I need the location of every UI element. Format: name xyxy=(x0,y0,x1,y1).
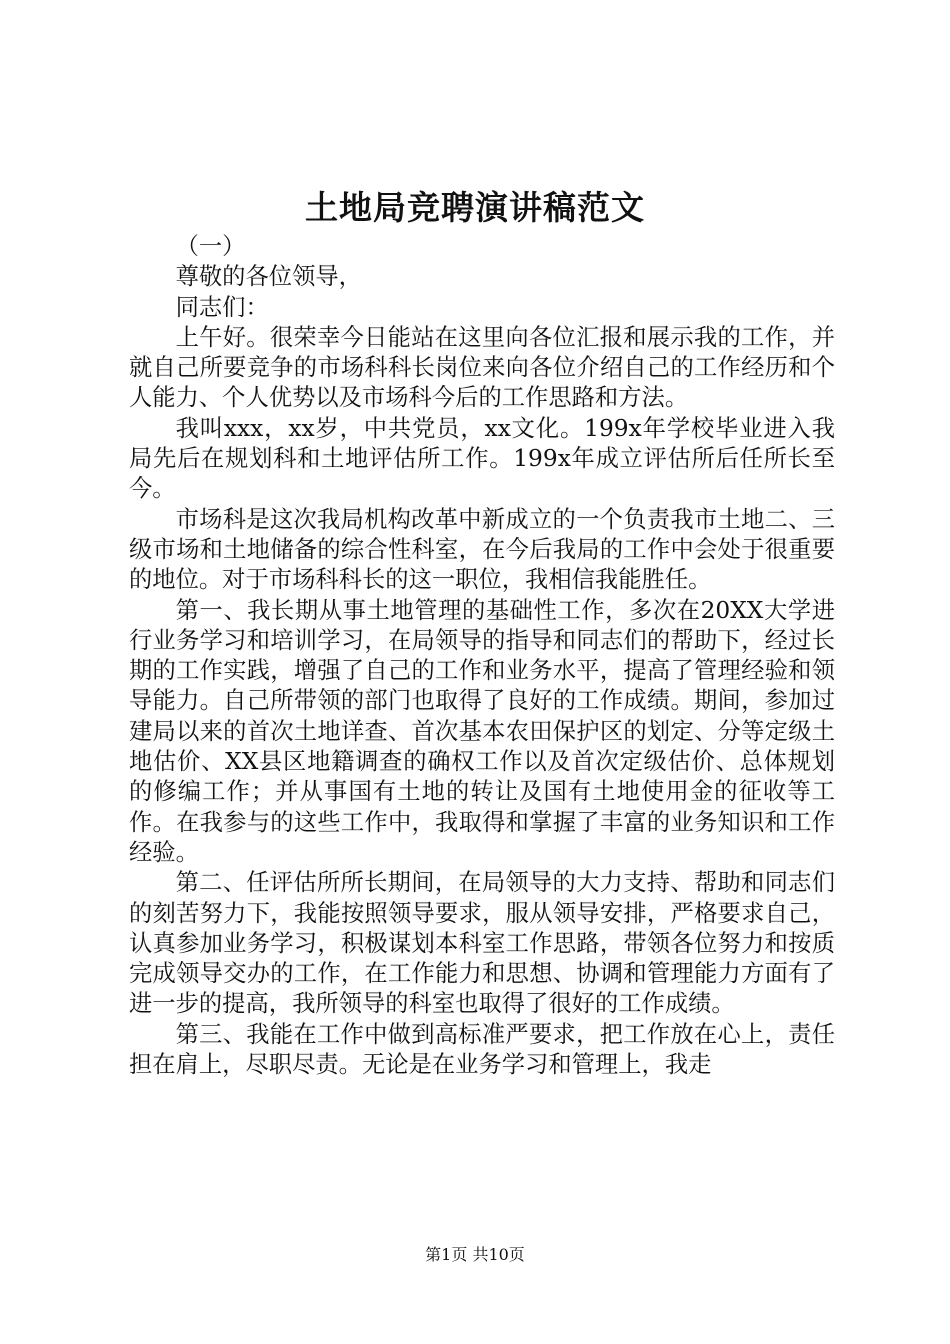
paragraph-point-one: 第一、我长期从事土地管理的基础性工作，多次在20XX大学进行业务学习和培训学习，在局领导的指导和同志们的帮助下，经过长期的工作实践，增强了自己的工作和业务水平，提高了管理经验和领导能力。自己所带领的部门也取得了良好的工作成绩。期间，参加过建局以来的首次土地详查、首次基本农田保护区的划定、分等定级土地估价、XX县区地籍调查的确权工作以及首次定级估价、总体规划的修编工作；并从事国有土地的转让及国有土地使用金的征收等工作。在我参与的这些工作中，我取得和掌握了丰富的业务知识和工作经验。 xyxy=(129,596,835,866)
paragraph-market-section: 市场科是这次我局机构改革中新成立的一个负责我市土地二、三级市场和土地储备的综合性科室，在今后我局的工作中会处于很重要的地位。对于市场科科长的这一职位，我相信我能胜任。 xyxy=(129,505,835,594)
paragraph-introduction: 我叫xxx，xx岁，中共党员，xx文化。199x年学校毕业进入我局先后在规划科和土地评估所工作。199x年成立评估所后任所长至今。 xyxy=(129,414,835,503)
salutation-colleagues: 同志们： xyxy=(175,293,269,321)
page-number-footer: 第1页 共10页 xyxy=(425,1245,525,1264)
salutation: 尊敬的各位领导， xyxy=(175,263,362,291)
section-number: （一） xyxy=(175,233,246,260)
document-title: 土地局竞聘演讲稿范文 xyxy=(305,188,645,227)
paragraph-point-three: 第三、我能在工作中做到高标准严要求，把工作放在心上，责任担在肩上，尽职尽责。无论是在业务学习和管理上，我走 xyxy=(129,1020,835,1079)
paragraph-greeting: 上午好。很荣幸今日能站在这里向各位汇报和展示我的工作，并就自己所要竞争的市场科科长岗位来向各位介绍自己的工作经历和个人能力、个人优势以及市场科今后的工作思路和方法。 xyxy=(129,323,835,412)
document-body xyxy=(129,232,835,1080)
paragraph-point-two: 第二、任评估所所长期间，在局领导的大力支持、帮助和同志们的刻苦努力下，我能按照领导要求，服从领导安排，严格要求自己，认真参加业务学习，积极谋划本科室工作思路，带领各位努力和按质完成领导交办的工作，在工作能力和思想、协调和管理能力方面有了进一步的提高，我所领导的科室也取得了很好的工作成绩。 xyxy=(129,869,835,1018)
